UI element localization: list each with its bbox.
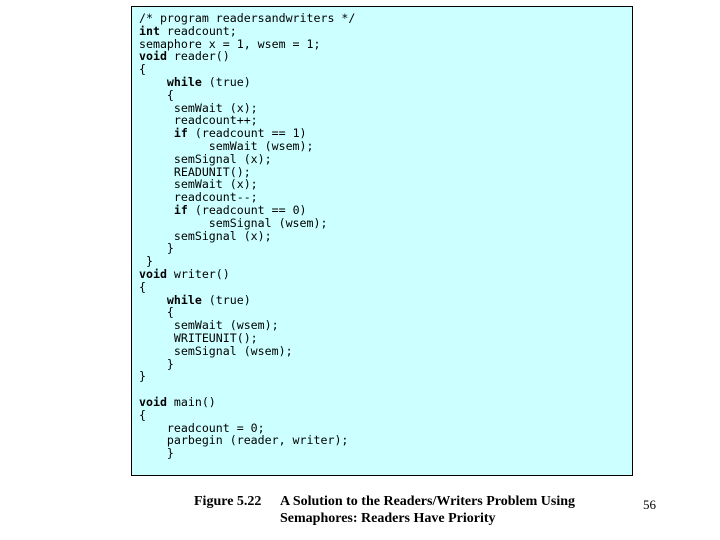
code-line: while (true) (166, 74, 251, 89)
code-listing (139, 12, 355, 460)
code-line: { (139, 407, 146, 422)
code-line: WRITEUNIT(); (139, 330, 258, 345)
code-line: { (139, 62, 146, 77)
code-line (139, 383, 355, 396)
code-line: } (139, 369, 146, 384)
figure-title-line-1: A Solution to the Readers/Writers Problem Using (280, 494, 576, 509)
code-line: while (true) (166, 292, 251, 307)
code-line: /* program readersandwriters */ (139, 11, 356, 25)
code-line: void reader() (139, 49, 230, 64)
page-number: 56 (643, 497, 656, 512)
code-line: } (139, 356, 174, 371)
code-line: semWait (wsem); (139, 138, 314, 153)
code-line: parbegin (reader, writer); (139, 433, 349, 448)
code-line: } (139, 241, 174, 256)
code-line: semWait (x); (139, 100, 258, 115)
code-line: semWait (x); (139, 177, 258, 192)
code-line: semSignal (wsem); (139, 215, 328, 230)
code-listing-box (131, 6, 633, 476)
code-line: semaphore x = 1, wsem = 1; (139, 36, 321, 51)
code-line: if (readcount == 1) (173, 126, 307, 141)
code-line: { (139, 305, 174, 320)
code-line: semSignal (x); (139, 228, 272, 243)
code-line: } (139, 254, 153, 269)
code-line: readcount++; (139, 113, 258, 128)
code-line: void writer() (139, 266, 230, 281)
code-line: { (139, 87, 174, 102)
code-line: semSignal (x); (139, 151, 272, 166)
figure-label: Figure 5.22 (194, 494, 262, 509)
code-line: readcount--; (139, 190, 258, 205)
code-line: semSignal (wsem); (139, 343, 293, 358)
code-line: if (readcount == 0) (173, 202, 307, 217)
figure-caption (194, 493, 575, 527)
code-line: readcount = 0; (139, 420, 265, 435)
figure-title-line-2: Semaphores: Readers Have Priority (280, 511, 496, 526)
code-line: int readcount; (139, 23, 237, 38)
code-line: void main() (139, 394, 216, 409)
code-line: } (139, 446, 174, 461)
code-line: { (139, 279, 146, 294)
code-line: semWait (wsem); (139, 318, 279, 333)
code-line: READUNIT(); (139, 164, 251, 179)
